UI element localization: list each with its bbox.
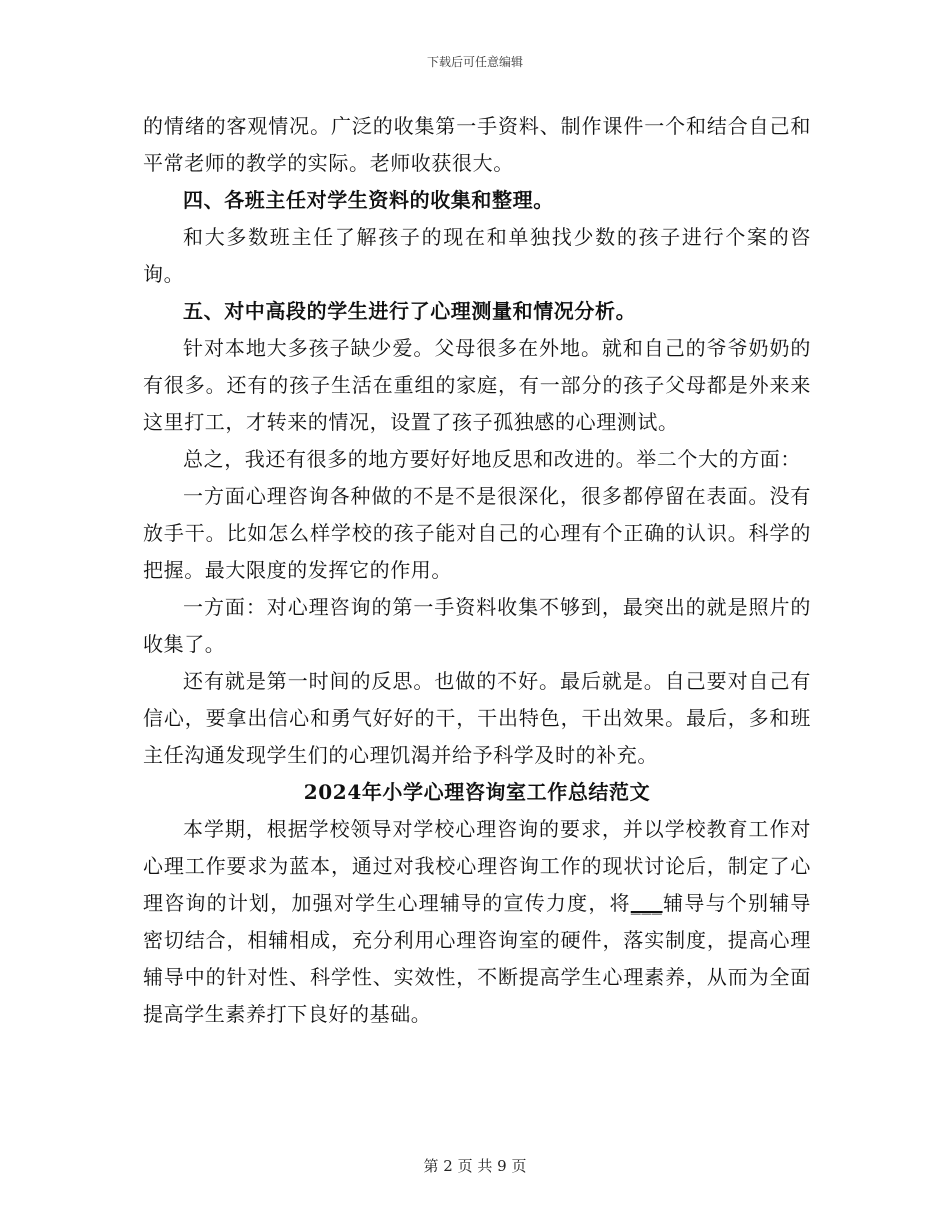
paragraph [143, 811, 811, 1033]
paragraph: 一方面心理咨询各种做的不是不是很深化，很多都停留在表面。没有放手干。比如怎么样学校的孩子能对自己的心理有个正确的认识。科学的把握。最大限度的发挥它的作用。 [143, 484, 811, 582]
page-number: 第 2 页 共 9 页 [423, 1157, 527, 1175]
section-heading-4: 四、各班主任对学生资料的收集和整理。 [183, 188, 554, 212]
paragraph-text: 本学期，根据学校领导对学校心理咨询的要求，并以学校教育工作对心理工作要求为蓝本，通过对我校心理咨询工作的现状讨论后，制定了心理咨询的计划，加强对学生心理辅导的宣传力度，将 [143, 817, 811, 915]
paragraph: 和大多数班主任了解孩子的现在和单独找少数的孩子进行个案的咨询。 [143, 225, 811, 286]
paragraph: 总之，我还有很多的地方要好好地反思和改进的。举二个大的方面： [183, 447, 801, 471]
fill-in-blank: ___ [630, 891, 663, 915]
document-title: 2024年小学心理咨询室工作总结范文 [303, 780, 651, 804]
document-body [143, 108, 811, 1033]
paragraph: 针对本地大多孩子缺少爱。父母很多在外地。就和自己的爷爷奶奶的有很多。还有的孩子生活在重组的家庭，有一部分的孩子父母都是外来来这里打工，才转来的情况，设置了孩子孤独感的心理测试。 [143, 336, 811, 434]
page-header-note: 下载后可任意编辑 [426, 55, 523, 69]
paragraph-text: 辅导与个别辅导密切结合，相辅相成，充分利用心理咨询室的硬件，落实制度，提高心理辅导中的针对性、科学性、实效性，不断提高学生心理素养，从而为全面提高学生素养打下良好的基础。 [143, 891, 811, 1026]
paragraph: 一方面：对心理咨询的第一手资料收集不够到，最突出的就是照片的收集了。 [143, 595, 811, 656]
paragraph-continued: 的情绪的客观情况。广泛的收集第一手资料、制作课件一个和结合自己和平常老师的教学的实际。老师收获很大。 [143, 114, 811, 175]
section-heading-5: 五、对中高段的学生进行了心理测量和情况分析。 [183, 299, 637, 323]
paragraph: 还有就是第一时间的反思。也做的不好。最后就是。自己要对自己有信心，要拿出信心和勇气好好的干，干出特色，干出效果。最后，多和班主任沟通发现学生们的心理饥渴并给予科学及时的补充。 [143, 669, 811, 767]
